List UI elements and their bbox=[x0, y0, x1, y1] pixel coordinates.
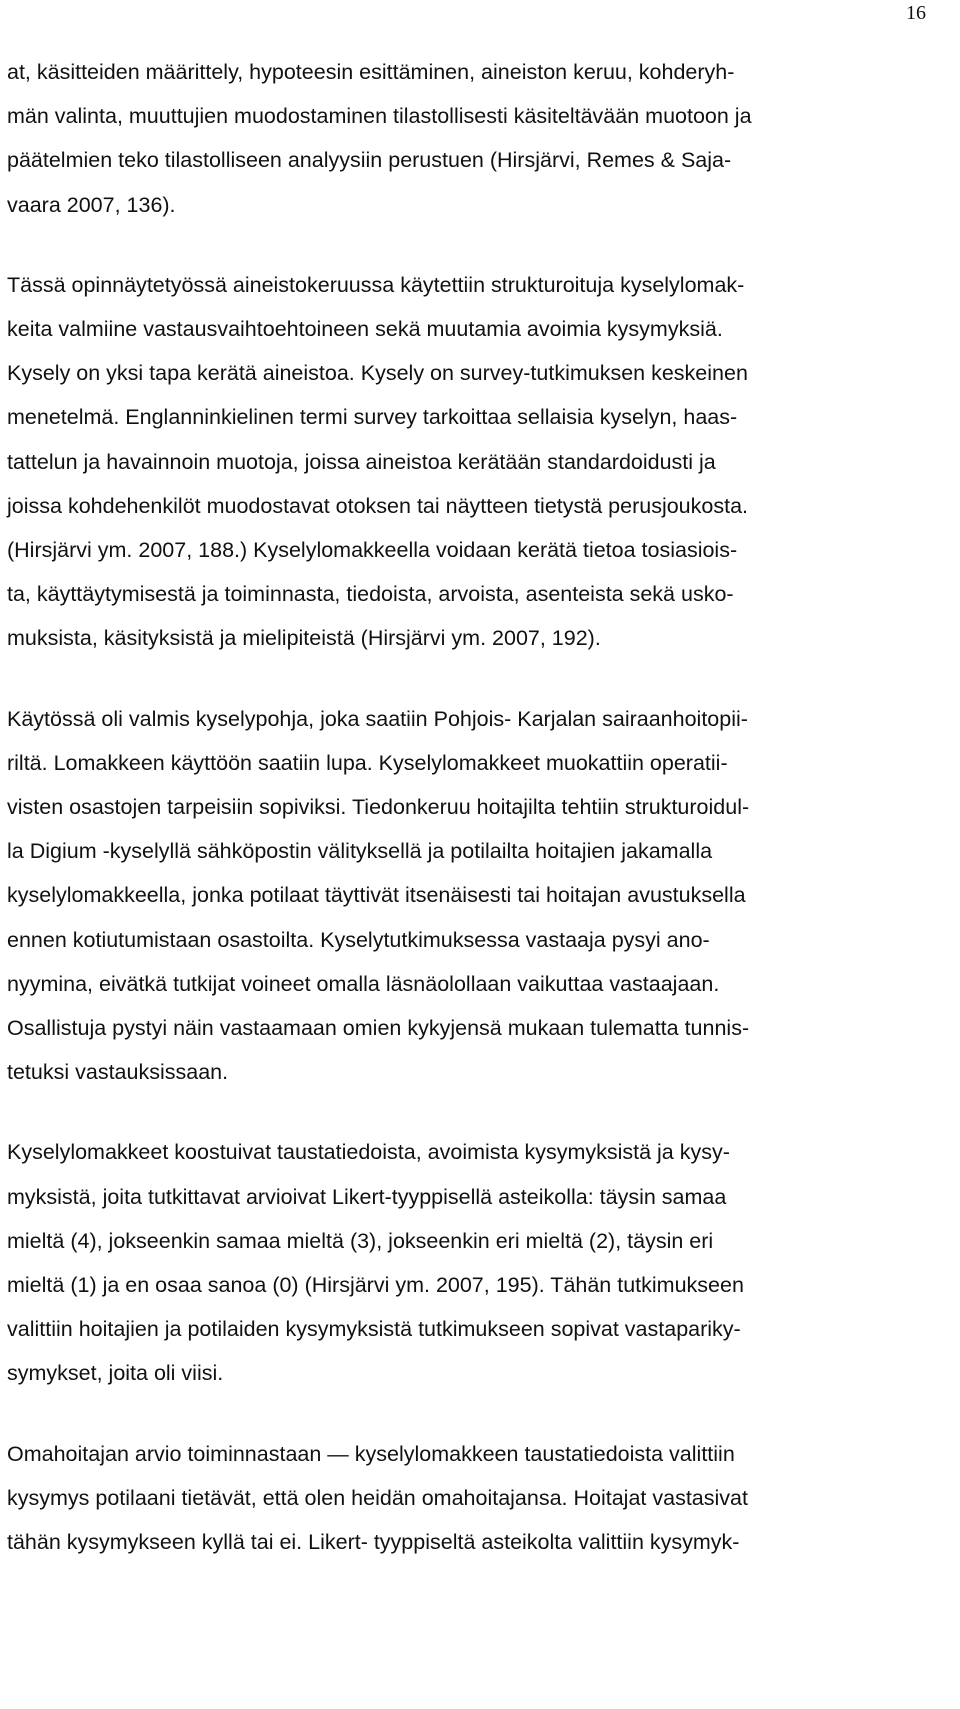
text-line: Käytössä oli valmis kyselypohja, joka saatiin Pohjois- Karjalan sairaanhoitopii- bbox=[7, 706, 748, 731]
paragraph-2 bbox=[7, 263, 947, 661]
text-line: muksista, käsityksistä ja mielipiteistä (Hirsjärvi ym. 2007, 192). bbox=[7, 626, 601, 651]
text-line: keita valmiine vastausvaihtoehtoineen sekä muutamia avoimia kysymyksiä. bbox=[7, 317, 723, 342]
text-line: Kysely on yksi tapa kerätä aineistoa. Kysely on survey-tutkimuksen keskeinen bbox=[7, 361, 748, 386]
text-line: visten osastojen tarpeisiin sopiviksi. Tiedonkeruu hoitajilta tehtiin strukturoidul- bbox=[7, 795, 750, 820]
text-line: tattelun ja havainnoin muotoja, joissa aineistoa kerätään standardoidusti ja bbox=[7, 449, 716, 474]
page-number: 16 bbox=[906, 2, 926, 24]
text-line: män valinta, muuttujien muodostaminen tilastollisesti käsiteltävään muotoon ja bbox=[7, 104, 752, 129]
text-line: Osallistuja pystyi näin vastaamaan omien kykyjensä mukaan tulematta tunnis- bbox=[7, 1016, 750, 1041]
text-line: kyselylomakkeella, jonka potilaat täyttivät itsenäisesti tai hoitajan avustuksella bbox=[7, 883, 746, 908]
text-line: menetelmä. Englanninkielinen termi survey tarkoittaa sellaisia kyselyn, haas- bbox=[7, 405, 738, 430]
text-line: päätelmien teko tilastolliseen analyysiin perustuen (Hirsjärvi, Remes & Saja- bbox=[7, 148, 732, 173]
document-body bbox=[7, 50, 947, 1600]
text-line: tähän kysymykseen kyllä tai ei. Likert- tyyppiseltä asteikolta valittiin kysymyk- bbox=[7, 1530, 740, 1555]
text-line: joissa kohdehenkilöt muodostavat otoksen tai näytteen tietystä perusjoukosta. bbox=[7, 493, 749, 518]
text-line: mieltä (4), jokseenkin samaa mieltä (3), jokseenkin eri mieltä (2), täysin eri bbox=[7, 1228, 714, 1253]
text-line: (Hirsjärvi ym. 2007, 188.) Kyselylomakkeella voidaan kerätä tietoa tosiasiois- bbox=[7, 538, 738, 563]
paragraph-1 bbox=[7, 50, 947, 227]
paragraph-5 bbox=[7, 1432, 947, 1565]
text-line: la Digium -kyselyllä sähköpostin välityksellä ja potilailta hoitajien jakamalla bbox=[7, 839, 713, 864]
text-line: mieltä (1) ja en osaa sanoa (0) (Hirsjärvi ym. 2007, 195). Tähän tutkimukseen bbox=[7, 1273, 744, 1298]
paragraph-3 bbox=[7, 697, 947, 1095]
text-line: Tässä opinnäytetyössä aineistokeruussa käytettiin strukturoituja kyselylomak- bbox=[7, 272, 745, 297]
text-line: Omahoitajan arvio toiminnastaan — kyselylomakkeen taustatiedoista valittiin bbox=[7, 1441, 735, 1466]
text-line: myksistä, joita tutkittavat arvioivat Likert-tyyppisellä asteikolla: täysin samaa bbox=[7, 1184, 727, 1209]
text-line: at, käsitteiden määrittely, hypoteesin esittäminen, aineiston keruu, kohderyh- bbox=[7, 60, 735, 84]
text-line: symykset, joita oli viisi. bbox=[7, 1361, 224, 1386]
text-line: tetuksi vastauksissaan. bbox=[7, 1060, 229, 1085]
text-line: kysymys potilaani tietävät, että olen heidän omahoitajansa. Hoitajat vastasivat bbox=[7, 1485, 748, 1510]
text-line: valittiin hoitajien ja potilaiden kysymyksistä tutkimukseen sopivat vastapariky- bbox=[7, 1317, 741, 1342]
text-line: ta, käyttäytymisestä ja toiminnasta, tiedoista, arvoista, asenteista sekä usko- bbox=[7, 582, 734, 607]
text-line: vaara 2007, 136). bbox=[7, 192, 176, 217]
text-line: nyymina, eivätkä tutkijat voineet omalla läsnäolollaan vaikuttaa vastaajaan. bbox=[7, 971, 720, 996]
paragraph-4 bbox=[7, 1130, 947, 1395]
text-line: Kyselylomakkeet koostuivat taustatiedoista, avoimista kysymyksistä ja kysy- bbox=[7, 1140, 730, 1165]
text-line: ennen kotiutumistaan osastoilta. Kyselytutkimuksessa vastaaja pysyi ano- bbox=[7, 927, 710, 952]
text-line: riltä. Lomakkeen käyttöön saatiin lupa. Kyselylomakkeet muokattiin operatii- bbox=[7, 750, 728, 775]
